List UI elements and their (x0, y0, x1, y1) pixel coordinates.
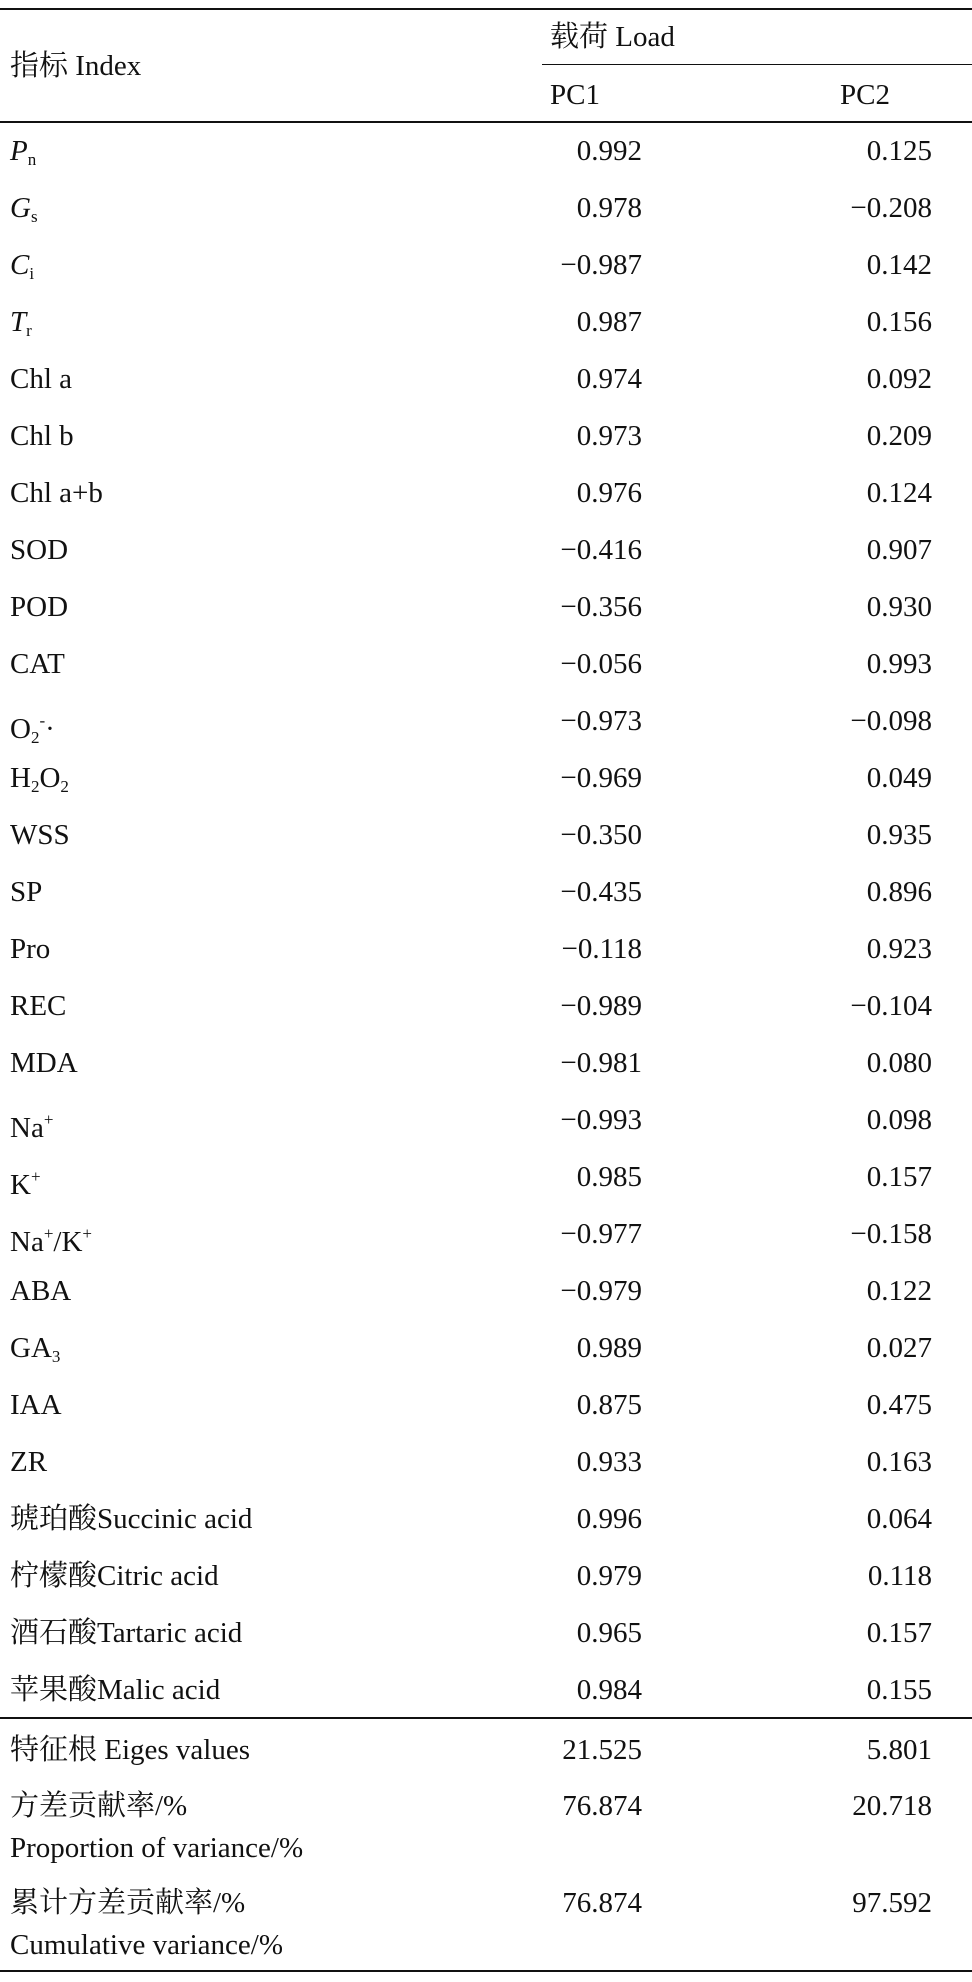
pc2-value: 0.098 (866, 1104, 932, 1136)
index-symbol: C (10, 249, 30, 281)
pc1-value: −0.987 (560, 249, 642, 281)
pc1-value: −0.979 (560, 1275, 642, 1307)
index-subscript: s (30, 207, 38, 226)
pc1-value: −0.969 (560, 762, 642, 794)
index-part: Na (10, 1226, 44, 1258)
pc2-value: 0.080 (866, 1047, 932, 1079)
table-row (0, 1434, 972, 1491)
pc2-value: 0.027 (866, 1332, 932, 1364)
pc2-value: 0.124 (866, 477, 932, 509)
row-index-label (10, 134, 36, 177)
header-index: 指标 Index (10, 50, 142, 82)
footer-pc2-value: 97.592 (852, 1887, 932, 1919)
table-row (0, 522, 972, 579)
table-row (0, 351, 972, 408)
pc1-value: 0.976 (576, 477, 642, 509)
pc2-value: 0.142 (866, 249, 932, 281)
pc1-value: −0.989 (560, 990, 642, 1022)
index-part: K (10, 1169, 31, 1201)
index-part: H (10, 762, 31, 794)
table-row (0, 1548, 972, 1605)
pc2-value: 0.155 (866, 1674, 932, 1706)
table-row (0, 180, 972, 237)
index-part: O (10, 713, 31, 745)
index-subscript: 2 (60, 777, 69, 796)
index-superscript: + (30, 1167, 41, 1186)
footer-label-en: Cumulative variance/% (10, 1929, 283, 1961)
pc1-value: 0.979 (576, 1560, 642, 1592)
index-subscript: 2 (30, 777, 40, 796)
bottom-rule (0, 1970, 972, 1972)
table-row (0, 693, 972, 750)
table-row (0, 1035, 972, 1092)
footer-label-cn: 方差贡献率/% (10, 1790, 188, 1822)
pc2-value: 0.993 (866, 648, 932, 680)
pc1-value: −0.350 (560, 819, 642, 851)
footer-label-cn: 累计方差贡献率/% (10, 1887, 246, 1919)
footer-pc1-value: 21.525 (562, 1734, 642, 1766)
table-row (0, 579, 972, 636)
index-subscript: 2 (30, 728, 40, 747)
pc2-value: 0.935 (866, 819, 932, 851)
load-header-rule (542, 64, 972, 65)
pc2-value: −0.104 (850, 990, 932, 1022)
header-pc2: PC2 (840, 79, 890, 111)
index-part: Na (10, 1112, 44, 1144)
row-index-label (10, 1331, 60, 1374)
row-index-label: 琥珀酸Succinic acid (10, 1503, 253, 1535)
pc2-value: −0.208 (850, 192, 932, 224)
table-row (0, 1491, 972, 1548)
row-index-label (10, 1103, 53, 1145)
row-index-label (10, 1160, 41, 1202)
pc2-value: 0.157 (866, 1617, 932, 1649)
table-row (0, 921, 972, 978)
row-index-label (10, 248, 34, 291)
pc1-value: −0.056 (560, 648, 642, 680)
pc2-value: 0.923 (866, 933, 932, 965)
pc2-value: 0.907 (866, 534, 932, 566)
table-row (0, 1377, 972, 1434)
pc2-value: 0.125 (866, 135, 932, 167)
footer-pc1-value: 76.874 (562, 1887, 642, 1919)
table-row (0, 465, 972, 522)
pc1-value: −0.416 (560, 534, 642, 566)
index-superscript: + (43, 1224, 54, 1243)
row-index-label: REC (10, 990, 67, 1022)
table-row (0, 1149, 972, 1206)
row-index-label: 柠檬酸Citric acid (10, 1560, 219, 1592)
row-index-label: CAT (10, 648, 65, 680)
table-row (0, 750, 972, 807)
index-superscript: - (39, 711, 46, 730)
row-index-label: SP (10, 876, 43, 908)
row-index-label: POD (10, 591, 69, 623)
table-row (0, 807, 972, 864)
index-symbol: T (10, 306, 27, 338)
table-row (0, 1092, 972, 1149)
index-subscript: i (29, 264, 35, 283)
table-row (0, 1662, 972, 1719)
pc1-value: 0.978 (576, 192, 642, 224)
index-subscript: r (26, 321, 32, 340)
row-index-label: ZR (10, 1446, 48, 1478)
pc1-value: 0.973 (576, 420, 642, 452)
index-part: /K (53, 1226, 83, 1258)
pc2-value: 0.122 (866, 1275, 932, 1307)
pc2-value: 0.157 (866, 1161, 932, 1193)
pc2-value: 0.475 (866, 1389, 932, 1421)
pc1-value: −0.977 (560, 1218, 642, 1250)
row-index-label: IAA (10, 1389, 62, 1421)
index-subscript: n (27, 150, 37, 169)
row-index-label (10, 305, 32, 348)
index-part: · (45, 713, 55, 745)
footer-pc2-value: 20.718 (852, 1790, 932, 1822)
pc1-value: 0.992 (576, 135, 642, 167)
index-part: O (39, 762, 61, 794)
row-index-label: WSS (10, 819, 70, 851)
pc1-value: 0.974 (576, 363, 642, 395)
pc1-value: 0.875 (576, 1389, 642, 1421)
index-superscript: + (82, 1224, 93, 1243)
pc1-value: −0.356 (560, 591, 642, 623)
pc2-value: 0.118 (867, 1560, 932, 1592)
pc2-value: −0.098 (850, 705, 932, 737)
row-index-label: 苹果酸Malic acid (10, 1674, 221, 1706)
row-index-label (10, 704, 55, 755)
header-pc1: PC1 (550, 79, 600, 111)
pc2-value: 0.156 (866, 306, 932, 338)
pc1-value: 0.985 (576, 1161, 642, 1193)
table-row (0, 1605, 972, 1662)
pc2-value: 0.930 (866, 591, 932, 623)
pc1-value: 0.965 (576, 1617, 642, 1649)
header-load: 载荷 Load (550, 21, 675, 53)
top-rule (0, 8, 972, 10)
pc1-value: −0.973 (560, 705, 642, 737)
row-index-label: Pro (10, 933, 51, 965)
row-index-label: ABA (10, 1275, 72, 1307)
pc1-value: 0.933 (576, 1446, 642, 1478)
table-row (0, 294, 972, 351)
pc2-value: 0.209 (866, 420, 932, 452)
pc2-value: 0.163 (866, 1446, 932, 1478)
pc2-value: 0.064 (866, 1503, 932, 1535)
pc2-value: 0.092 (866, 363, 932, 395)
row-index-label: SOD (10, 534, 69, 566)
footer-pc1-value: 76.874 (562, 1790, 642, 1822)
index-part: GA (10, 1332, 52, 1364)
row-index-label: Chl a+b (10, 477, 103, 509)
pc2-value: 0.896 (866, 876, 932, 908)
pc2-value: 0.049 (866, 762, 932, 794)
table-row (0, 978, 972, 1035)
footer-label: 特征根 Eiges values (10, 1734, 251, 1766)
table-row (0, 864, 972, 921)
pc1-value: −0.435 (560, 876, 642, 908)
table-row (0, 1206, 972, 1263)
row-index-label: MDA (10, 1047, 78, 1079)
pc1-value: 0.996 (576, 1503, 642, 1535)
index-superscript: + (43, 1110, 54, 1129)
table-row (0, 237, 972, 294)
table-row (0, 636, 972, 693)
row-index-label (10, 1217, 92, 1259)
row-index-label: Chl a (10, 363, 73, 395)
index-symbol: G (10, 192, 31, 224)
table-row (0, 1320, 972, 1377)
table-row (0, 1263, 972, 1320)
row-index-label (10, 191, 38, 234)
row-index-label: Chl b (10, 420, 74, 452)
footer-label-en: Proportion of variance/% (10, 1832, 304, 1864)
table-row (0, 123, 972, 180)
pc1-value: 0.984 (576, 1674, 642, 1706)
pc1-value: −0.993 (560, 1104, 642, 1136)
pc1-value: −0.981 (560, 1047, 642, 1079)
pc1-value: 0.989 (576, 1332, 642, 1364)
footer-pc2-value: 5.801 (866, 1734, 932, 1766)
table-row (0, 408, 972, 465)
row-index-label (10, 761, 69, 804)
pc1-value: 0.987 (576, 306, 642, 338)
index-subscript: 3 (51, 1347, 61, 1366)
pc2-value: −0.158 (850, 1218, 932, 1250)
row-index-label: 酒石酸Tartaric acid (10, 1617, 243, 1649)
index-symbol: P (10, 135, 28, 167)
pc1-value: −0.118 (561, 933, 642, 965)
